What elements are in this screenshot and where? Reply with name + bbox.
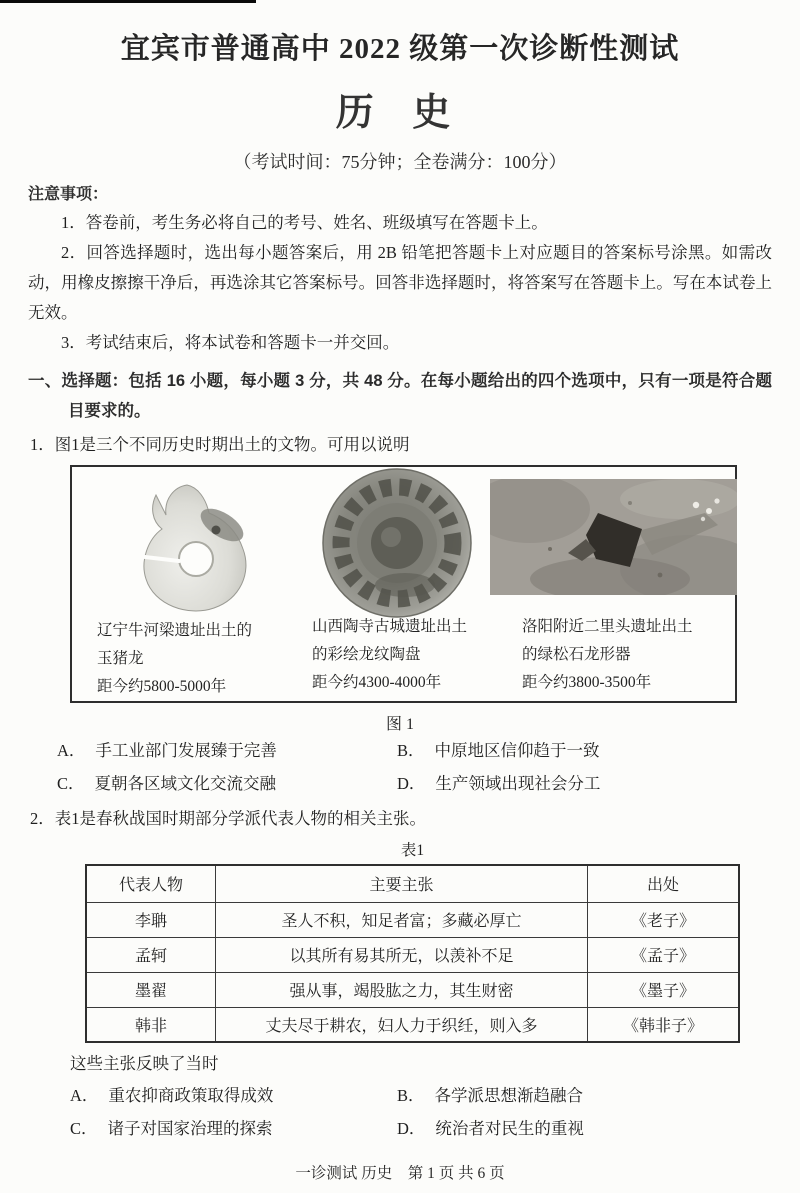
table-1-caption: 表1 [400,842,425,859]
artifact-caption-2 [312,613,467,697]
subject-title: 历 史 [335,92,465,134]
turquoise-dragon-photo [490,479,737,595]
option-label: A． [70,1086,99,1105]
caption-line: 辽宁牛河梁遗址出土的 [97,622,253,639]
table-cell: 《韩非子》 [587,1007,739,1042]
question-2-options [70,1079,800,1145]
notice-item-3: 3．考试结束后，将本试卷和答题卡一并交回。 [61,333,400,352]
option-label: B． [397,1086,425,1105]
caption-line: 距今约5800-5000年 [97,678,227,695]
option-text: 统治者对民生的重视 [435,1119,584,1138]
notices-heading: 注意事项： [28,186,109,203]
table-row [86,972,739,1007]
exam-info: （考试时间：75分钟；全卷满分：100分） [233,152,567,172]
scan-artifact-line [0,0,256,3]
q2-option-d [397,1112,584,1145]
notice-item-2: 2．回答选择题时，选出每小题答案后，用 2B 铅笔把答题卡上对应题目的答案标号涂黑。如需改动，用橡皮擦擦干净后，再选涂其它答案标号。回答非选择题时，将答案写在答题卡上。写在本试卷上无效。 [28,243,772,322]
table-cell: 强从事，竭股肱之力，其生财密 [216,972,588,1007]
notices-section [28,182,772,358]
question-2-followup: 这些主张反映了当时 [70,1054,219,1073]
artifact-caption-3 [522,613,693,697]
option-text: 手工业部门发展臻于完善 [95,741,277,760]
caption-line: 的绿松石龙形器 [522,646,631,663]
table-row [86,937,739,972]
option-label: C． [70,1119,98,1138]
notice-item-1: 1．答卷前，考生务必将自己的考号、姓名、班级填写在答题卡上。 [61,213,548,232]
option-text: 夏朝各区域文化交流交融 [94,774,277,793]
table-row [86,1007,739,1042]
q2-option-a [70,1079,397,1112]
table-cell: 孟轲 [86,937,216,972]
table-header-cell: 代表人物 [86,865,216,902]
option-text: 重农抑商政策取得成效 [108,1086,274,1105]
caption-line: 山西陶寺古城遗址出土 [312,618,468,635]
q1-option-c [57,767,397,800]
q1-option-b [397,734,600,767]
question-1-stem: 1．图1是三个不同历史时期出土的文物。可用以说明 [30,435,410,454]
caption-line: 的彩绘龙纹陶盘 [312,646,421,663]
option-text: 中原地区信仰趋于一致 [434,741,600,760]
table-cell: 《老子》 [587,902,739,937]
q1-option-a [57,734,397,767]
caption-line: 距今约4300-4000年 [312,674,442,691]
option-label: D． [397,1119,426,1138]
option-row [57,767,800,800]
table-cell: 《孟子》 [587,937,739,972]
option-row [70,1112,800,1145]
table-header-row [86,865,739,902]
option-row [70,1079,800,1112]
page-footer: 一诊测试 历史 第 1 页 共 6 页 [295,1165,505,1182]
figure-1-caption: 图 1 [385,716,414,733]
question-1-options [57,734,800,800]
table-header-cell: 出处 [587,865,739,902]
table-cell: 韩非 [86,1007,216,1042]
jade-pig-dragon-image [112,473,282,623]
option-label: B． [397,741,425,760]
caption-line: 玉猪龙 [97,650,144,667]
option-text: 生产领域出现社会分工 [435,774,601,793]
q2-option-c [70,1112,397,1145]
q1-option-d [397,767,600,800]
option-text: 诸子对国家治理的探索 [107,1119,273,1138]
option-text: 各学派思想渐趋融合 [434,1086,584,1105]
painted-pottery-plate-image [317,467,477,621]
section-1-heading: 一、选择题：包括 16 小题，每小题 3 分，共 48 分。在每小题给出的四个选项中，只有一项是符合题目要求的。 [28,372,772,420]
table-cell: 墨翟 [86,972,216,1007]
q2-option-b [397,1079,583,1112]
table-cell: 以其所有易其所无，以羡补不足 [216,937,588,972]
figure-1-box [70,465,737,703]
option-label: D． [397,774,426,793]
table-1 [85,864,740,1043]
caption-line: 洛阳附近二里头遗址出土 [522,618,693,635]
exam-title: 宜宾市普通高中 2022 级第一次诊断性测试 [120,33,680,65]
option-label: C． [57,774,85,793]
option-row [57,734,800,767]
table-cell: 圣人不积，知足者富；多藏必厚亡 [216,902,588,937]
question-2-stem: 2．表1是春秋战国时期部分学派代表人物的相关主张。 [30,809,426,828]
option-label: A． [57,741,86,760]
caption-line: 距今约3800-3500年 [522,674,652,691]
table-header-cell: 主要主张 [216,865,588,902]
artifact-caption-1 [97,617,252,701]
table-cell: 李聃 [86,902,216,937]
table-cell: 丈夫尽于耕农，妇人力于织纴，则入多 [216,1007,588,1042]
table-row [86,902,739,937]
table-cell: 《墨子》 [587,972,739,1007]
